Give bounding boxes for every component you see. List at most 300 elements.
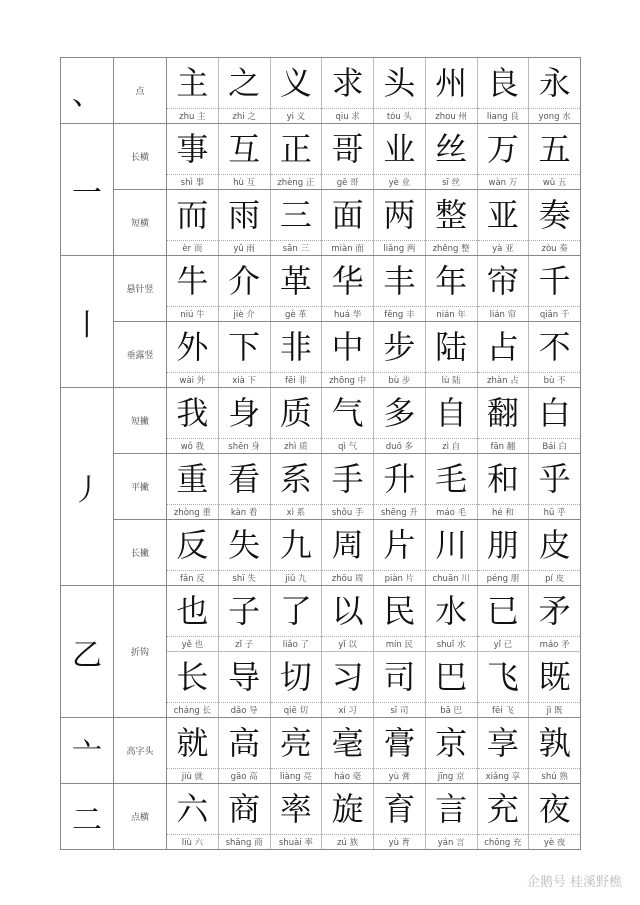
stroke-subtype: [114, 586, 581, 717]
character-cell: [529, 388, 581, 453]
character-cell: [374, 520, 426, 585]
character-cell: [478, 718, 530, 783]
character-glyph: 事: [176, 130, 209, 168]
pinyin-label: jì 既: [529, 702, 580, 717]
character-glyph: 孰: [538, 724, 571, 762]
character-glyph: 就: [176, 724, 209, 762]
character-cell: [322, 652, 374, 717]
character-cell: [322, 322, 374, 387]
character-glyph: 乎: [538, 460, 571, 498]
character-cell: [219, 652, 271, 717]
character-cell: [322, 256, 374, 321]
character-glyph: 商: [228, 790, 261, 828]
character-glyph: 五: [538, 130, 571, 168]
stroke-symbol: 亠: [61, 718, 114, 783]
pinyin-label: sī 司: [374, 702, 425, 717]
pinyin-label: bù 步: [374, 372, 425, 387]
character-row: [167, 388, 581, 453]
pinyin-label: cháng 长: [167, 702, 218, 717]
character-cell: [426, 190, 478, 255]
character-cell: [529, 58, 581, 123]
pinyin-label: jiù 就: [167, 768, 218, 783]
character-cell: [374, 256, 426, 321]
character-cell: [219, 718, 271, 783]
pinyin-label: fēi 飞: [478, 702, 529, 717]
character-cell: [167, 652, 219, 717]
pinyin-label: zhàn 占: [478, 372, 529, 387]
pinyin-label: yong 水: [529, 108, 580, 123]
pinyin-label: dǎo 导: [219, 702, 270, 717]
character-glyph: 习: [331, 658, 364, 696]
character-glyph: 膏: [383, 724, 416, 762]
pinyin-label: yi 义: [271, 108, 322, 123]
pinyin-label: bā 巴: [426, 702, 477, 717]
character-glyph: 反: [176, 526, 209, 564]
pinyin-label: mín 民: [374, 636, 425, 651]
pinyin-label: zhèng 正: [271, 174, 322, 189]
character-glyph: 介: [228, 262, 261, 300]
character-glyph: 下: [228, 328, 261, 366]
character-cell: [271, 718, 323, 783]
character-cell: [167, 124, 219, 189]
character-cell: [271, 190, 323, 255]
character-cell: [271, 652, 323, 717]
character-cell: [374, 652, 426, 717]
pinyin-label: gē 哥: [322, 174, 373, 189]
pinyin-label: shuài 率: [271, 834, 322, 849]
character-glyph: 多: [383, 394, 416, 432]
character-glyph: 革: [279, 262, 312, 300]
pinyin-label: jīng 京: [426, 768, 477, 783]
character-glyph: 翻: [486, 394, 519, 432]
stroke-subtype: [114, 124, 581, 190]
pinyin-label: xiǎng 享: [478, 768, 529, 783]
stroke-subtype: [114, 784, 581, 849]
character-glyph: 义: [279, 64, 312, 102]
character-glyph: 升: [383, 460, 416, 498]
character-glyph: 年: [435, 262, 468, 300]
stroke-subtype-label: 折钩: [114, 586, 167, 717]
character-glyph: 矛: [538, 592, 571, 630]
stroke-symbol: 二: [61, 784, 114, 849]
character-cell: [426, 322, 478, 387]
character-glyph: 业: [383, 130, 416, 168]
pinyin-label: chuān 川: [426, 570, 477, 585]
character-cell: [219, 124, 271, 189]
character-glyph: 长: [176, 658, 209, 696]
pinyin-label: máo 毛: [426, 504, 477, 519]
pinyin-label: bù 不: [529, 372, 580, 387]
character-glyph: 看: [228, 460, 261, 498]
character-cell: [426, 388, 478, 453]
stroke-group: [61, 256, 581, 388]
character-glyph: 充: [486, 790, 519, 828]
character-glyph: 万: [486, 130, 519, 168]
character-glyph: 片: [383, 526, 416, 564]
pinyin-label: zú 族: [322, 834, 373, 849]
character-cell: [529, 322, 581, 387]
pinyin-label: yà 亚: [478, 240, 529, 255]
pinyin-label: gāo 高: [219, 768, 270, 783]
stroke-subtype-label: 点: [114, 58, 167, 123]
pinyin-label: liǎo 了: [271, 636, 322, 651]
character-glyph: 重: [176, 460, 209, 498]
character-cell: [374, 718, 426, 783]
pinyin-label: xià 下: [219, 372, 270, 387]
character-cell: [426, 652, 478, 717]
pinyin-label: fēng 丰: [374, 306, 425, 321]
character-glyph: 高: [228, 724, 261, 762]
character-glyph: 亚: [486, 196, 519, 234]
pinyin-label: nián 年: [426, 306, 477, 321]
character-cell: [271, 58, 323, 123]
character-cell: [529, 190, 581, 255]
character-glyph: 司: [383, 658, 416, 696]
pinyin-label: yè 夜: [529, 834, 580, 849]
character-glyph: 而: [176, 196, 209, 234]
pinyin-label: zhou 州: [426, 108, 477, 123]
character-glyph: 三: [279, 196, 312, 234]
character-glyph: 切: [279, 658, 312, 696]
character-glyph: 亮: [279, 724, 312, 762]
character-glyph: 整: [435, 196, 468, 234]
character-cell: [271, 586, 323, 651]
character-glyph: 外: [176, 328, 209, 366]
pinyin-label: máo 矛: [529, 636, 580, 651]
character-glyph: 互: [228, 130, 261, 168]
character-glyph: 正: [279, 130, 312, 168]
character-glyph: 飞: [486, 658, 519, 696]
character-cell: [374, 586, 426, 651]
pinyin-label: yǐ 以: [322, 636, 373, 651]
character-glyph: 言: [435, 790, 468, 828]
character-glyph: 求: [331, 64, 364, 102]
character-glyph: 京: [435, 724, 468, 762]
character-glyph: 巴: [435, 658, 468, 696]
pinyin-label: háo 毫: [322, 768, 373, 783]
character-cell: [167, 256, 219, 321]
character-glyph: 主: [176, 64, 209, 102]
character-cell: [426, 520, 478, 585]
character-cell: [271, 388, 323, 453]
stroke-symbol: 丨: [61, 256, 114, 387]
pinyin-label: fān 翻: [478, 438, 529, 453]
character-glyph: 九: [279, 526, 312, 564]
character-cell: [322, 784, 374, 849]
pinyin-label: zòu 奏: [529, 240, 580, 255]
character-cell: [478, 256, 530, 321]
stroke-symbol: 乙: [61, 586, 114, 717]
character-glyph: 育: [383, 790, 416, 828]
pinyin-label: zhěng 整: [426, 240, 477, 255]
character-glyph: 皮: [538, 526, 571, 564]
stroke-subtype-label: 短横: [114, 190, 167, 255]
character-cell: [167, 58, 219, 123]
pinyin-label: zhōu 周: [322, 570, 373, 585]
pinyin-label: yǔ 雨: [219, 240, 270, 255]
pinyin-label: zhōng 中: [322, 372, 373, 387]
pinyin-label: miàn 面: [322, 240, 373, 255]
pinyin-label: liù 六: [167, 834, 218, 849]
pinyin-label: pí 皮: [529, 570, 580, 585]
character-cell: [219, 784, 271, 849]
character-glyph: 毛: [435, 460, 468, 498]
pinyin-label: yè 业: [374, 174, 425, 189]
pinyin-label: yù 膏: [374, 768, 425, 783]
character-cell: [322, 454, 374, 519]
pinyin-label: zǐ 子: [219, 636, 270, 651]
character-cell: [478, 586, 530, 651]
pinyin-label: zhòng 重: [167, 504, 218, 519]
stroke-group: [61, 586, 581, 718]
character-cell: [219, 322, 271, 387]
stroke-subtype-label: 长撇: [114, 520, 167, 585]
pinyin-label: liǎng 两: [374, 240, 425, 255]
character-glyph: 雨: [228, 196, 261, 234]
character-glyph: 六: [176, 790, 209, 828]
character-cell: [529, 520, 581, 585]
pinyin-label: fǎn 反: [167, 570, 218, 585]
pinyin-label: gè 革: [271, 306, 322, 321]
character-cell: [322, 586, 374, 651]
character-cell: [322, 520, 374, 585]
character-cell: [167, 586, 219, 651]
character-cell: [322, 58, 374, 123]
stroke-group: [61, 718, 581, 784]
character-cell: [167, 454, 219, 519]
pinyin-label: qiu 求: [322, 108, 373, 123]
character-row: [167, 784, 581, 849]
pinyin-label: jiè 介: [219, 306, 270, 321]
character-glyph: 既: [538, 658, 571, 696]
character-glyph: 之: [228, 64, 261, 102]
character-glyph: 帘: [486, 262, 519, 300]
character-cell: [374, 124, 426, 189]
pinyin-label: xì 系: [271, 504, 322, 519]
character-cell: [478, 388, 530, 453]
character-cell: [219, 454, 271, 519]
stroke-subtype-label: 短撇: [114, 388, 167, 453]
pinyin-label: hū 乎: [529, 504, 580, 519]
character-glyph: 旋: [331, 790, 364, 828]
character-glyph: 奏: [538, 196, 571, 234]
pinyin-label: péng 朋: [478, 570, 529, 585]
character-glyph: 了: [279, 592, 312, 630]
character-cell: [219, 388, 271, 453]
pinyin-label: hù 互: [219, 174, 270, 189]
character-cell: [271, 322, 323, 387]
pinyin-label: shú 熟: [529, 768, 580, 783]
character-glyph: 气: [331, 394, 364, 432]
character-glyph: 丰: [383, 262, 416, 300]
character-row: [167, 124, 581, 189]
stroke-subtype: [114, 718, 581, 783]
pinyin-label: chōng 充: [478, 834, 529, 849]
watermark: 企鹅号 桂溪野樵: [526, 875, 622, 890]
character-glyph: 水: [435, 592, 468, 630]
stroke-subtype: [114, 322, 581, 387]
character-row: [167, 322, 581, 387]
character-cell: [426, 784, 478, 849]
pinyin-label: yán 言: [426, 834, 477, 849]
pinyin-label: shì 事: [167, 174, 218, 189]
stroke-subtype-label: 悬针竖: [114, 256, 167, 321]
stroke-subtype-label: 垂露竖: [114, 322, 167, 387]
character-cell: [478, 520, 530, 585]
stroke-subtype-label: 平撇: [114, 454, 167, 519]
character-cell: [271, 124, 323, 189]
character-glyph: 失: [228, 526, 261, 564]
pinyin-label: lián 帘: [478, 306, 529, 321]
pinyin-label: tóu 头: [374, 108, 425, 123]
character-cell: [271, 454, 323, 519]
character-cell: [529, 784, 581, 849]
character-glyph: 以: [331, 592, 364, 630]
character-glyph: 占: [486, 328, 519, 366]
character-glyph: 和: [486, 460, 519, 498]
character-cell: [529, 652, 581, 717]
character-cell: [478, 58, 530, 123]
pinyin-label: wàn 万: [478, 174, 529, 189]
pinyin-label: qiē 切: [271, 702, 322, 717]
character-glyph: 千: [538, 262, 571, 300]
pinyin-label: qì 气: [322, 438, 373, 453]
character-glyph: 面: [331, 196, 364, 234]
pinyin-label: zhì 质: [271, 438, 322, 453]
character-cell: [426, 58, 478, 123]
pinyin-label: niú 牛: [167, 306, 218, 321]
pinyin-label: zhi 之: [219, 108, 270, 123]
character-glyph: 也: [176, 592, 209, 630]
character-glyph: 手: [331, 460, 364, 498]
stroke-symbol: 丿: [61, 388, 114, 585]
character-cell: [529, 124, 581, 189]
stroke-subtype: [114, 454, 581, 520]
pinyin-label: qiān 千: [529, 306, 580, 321]
character-cell: [271, 256, 323, 321]
pinyin-label: duō 多: [374, 438, 425, 453]
character-glyph: 永: [538, 64, 571, 102]
character-cell: [374, 58, 426, 123]
character-glyph: 我: [176, 394, 209, 432]
pinyin-label: wǒ 我: [167, 438, 218, 453]
character-cell: [167, 388, 219, 453]
character-glyph: 不: [538, 328, 571, 366]
character-cell: [374, 322, 426, 387]
pinyin-label: Bái 白: [529, 438, 580, 453]
character-row: [167, 190, 581, 255]
character-cell: [322, 718, 374, 783]
character-glyph: 已: [486, 592, 519, 630]
pinyin-label: shēng 升: [374, 504, 425, 519]
character-glyph: 陆: [435, 328, 468, 366]
character-glyph: 享: [486, 724, 519, 762]
character-glyph: 非: [279, 328, 312, 366]
character-cell: [167, 784, 219, 849]
character-cell: [219, 190, 271, 255]
character-cell: [271, 784, 323, 849]
pinyin-label: xí 习: [322, 702, 373, 717]
stroke-symbol: 、: [61, 58, 114, 123]
character-cell: [478, 652, 530, 717]
character-row: [167, 718, 581, 783]
character-glyph: 朋: [486, 526, 519, 564]
character-cell: [426, 718, 478, 783]
stroke-subtype-label: 点横: [114, 784, 167, 849]
character-glyph: 头: [383, 64, 416, 102]
stroke-subtype: [114, 190, 581, 255]
pinyin-label: liàng 亮: [271, 768, 322, 783]
stroke-symbol: 一: [61, 124, 114, 255]
stroke-group: [61, 784, 581, 850]
character-row: [167, 586, 581, 652]
character-row: [167, 520, 581, 585]
character-glyph: 质: [279, 394, 312, 432]
stroke-subtype: [114, 256, 581, 322]
pinyin-label: zì 自: [426, 438, 477, 453]
character-cell: [529, 256, 581, 321]
character-glyph: 华: [331, 262, 364, 300]
pinyin-label: yǐ 已: [478, 636, 529, 651]
character-cell: [529, 718, 581, 783]
pinyin-label: wǔ 五: [529, 174, 580, 189]
pinyin-label: fēi 非: [271, 372, 322, 387]
character-cell: [322, 388, 374, 453]
character-glyph: 州: [435, 64, 468, 102]
character-glyph: 良: [486, 64, 519, 102]
stroke-subtype: [114, 388, 581, 454]
pinyin-label: yě 也: [167, 636, 218, 651]
character-row: [167, 58, 581, 123]
pinyin-label: shī 失: [219, 570, 270, 585]
character-cell: [529, 586, 581, 651]
character-cell: [529, 454, 581, 519]
pinyin-label: èr 而: [167, 240, 218, 255]
character-cell: [322, 124, 374, 189]
character-cell: [322, 190, 374, 255]
character-cell: [167, 322, 219, 387]
character-glyph: 毫: [331, 724, 364, 762]
character-glyph: 子: [228, 592, 261, 630]
character-row: [167, 652, 581, 717]
pinyin-label: kàn 看: [219, 504, 270, 519]
character-glyph: 两: [383, 196, 416, 234]
character-glyph: 中: [331, 328, 364, 366]
character-cell: [478, 322, 530, 387]
stroke-group: [61, 388, 581, 586]
character-glyph: 丝: [435, 130, 468, 168]
stroke-subtype-label: 长横: [114, 124, 167, 189]
character-cell: [167, 718, 219, 783]
character-cell: [167, 190, 219, 255]
stroke-subtype: [114, 58, 581, 123]
pinyin-label: yù 育: [374, 834, 425, 849]
pinyin-label: hé 和: [478, 504, 529, 519]
pinyin-label: wài 外: [167, 372, 218, 387]
character-glyph: 白: [538, 394, 571, 432]
character-cell: [426, 586, 478, 651]
pinyin-label: piàn 片: [374, 570, 425, 585]
character-glyph: 系: [279, 460, 312, 498]
character-cell: [219, 586, 271, 651]
character-cell: [374, 388, 426, 453]
character-glyph: 步: [383, 328, 416, 366]
character-glyph: 民: [383, 592, 416, 630]
stroke-practice-table: [60, 57, 581, 850]
character-cell: [478, 124, 530, 189]
character-glyph: 牛: [176, 262, 209, 300]
pinyin-label: zhu 主: [167, 108, 218, 123]
